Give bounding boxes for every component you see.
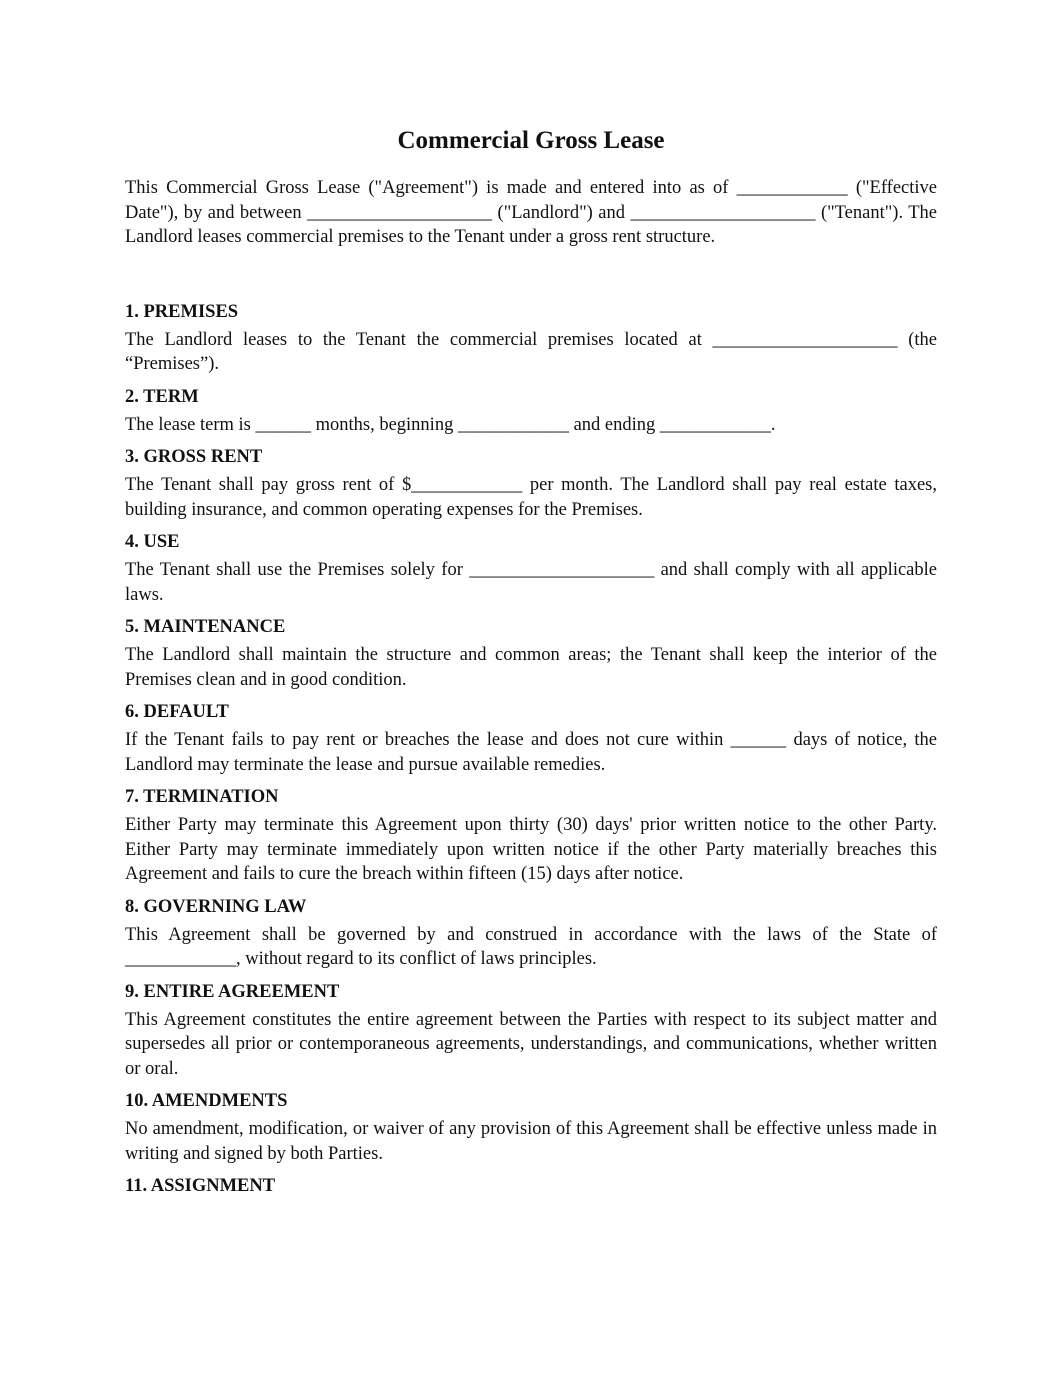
- section-maintenance: [125, 615, 937, 692]
- section-body: The lease term is ______ months, beginning ____________ and ending ____________.: [125, 414, 776, 435]
- section-heading: 4. USE: [125, 532, 180, 552]
- section-assignment: [125, 1174, 937, 1199]
- section-heading: 11. ASSIGNMENT: [125, 1176, 276, 1196]
- section-heading: 10. AMENDMENTS: [125, 1091, 288, 1111]
- section-body: The Tenant shall use the Premises solely for ____________________ and shall comply with all applicable laws.: [125, 560, 937, 605]
- section-heading: 3. GROSS RENT: [125, 447, 263, 467]
- section-use: [125, 530, 937, 607]
- section-termination: [125, 785, 937, 887]
- intro-paragraph: This Commercial Gross Lease ("Agreement") is made and entered into as of ____________ ("Effective Date"), by and between ____________________ ("Landlord") and ____________________ ("Tenant"). The Landlord leases commercial premises to the Tenant under a gross rent structure.: [125, 178, 937, 247]
- section-heading: 1. PREMISES: [125, 301, 239, 322]
- section-body: The Landlord leases to the Tenant the commercial premises located at ____________________ (the “Premises”).: [125, 329, 937, 374]
- section-entire-agreement: [125, 980, 937, 1082]
- section-default: [125, 700, 937, 777]
- section-premises: [125, 300, 937, 377]
- section-heading: 8. GOVERNING LAW: [125, 896, 307, 917]
- section-body: If the Tenant fails to pay rent or breaches the lease and does not cure within ______ days of notice, the Landlord may terminate the lease and pursue available remedies.: [125, 730, 937, 775]
- section-governing-law: [125, 895, 937, 972]
- section-body: Either Party may terminate this Agreement upon thirty (30) days' prior written notice to the other Party. Either Party may terminate immediately upon written notice if the other Party materially breaches this Agreement and fails to cure the breach within fifteen (15) days after notice.: [125, 815, 937, 884]
- section-body: No amendment, modification, or waiver of any provision of this Agreement shall be effective unless made in writing and signed by both Parties.: [125, 1119, 937, 1164]
- section-body: The Landlord shall maintain the structure and common areas; the Tenant shall keep the interior of the Premises clean and in good condition.: [125, 645, 937, 690]
- section-heading: 5. MAINTENANCE: [125, 617, 286, 637]
- section-heading: 7. TERMINATION: [125, 787, 279, 807]
- section-term: [125, 385, 937, 438]
- section-heading: 9. ENTIRE AGREEMENT: [125, 981, 340, 1002]
- section-amendments: [125, 1089, 937, 1166]
- section-body: The Tenant shall pay gross rent of $____________ per month. The Landlord shall pay real estate taxes, building insurance, and common operating expenses for the Premises.: [125, 475, 937, 520]
- document-title: Commercial Gross Lease: [397, 127, 665, 154]
- section-body: This Agreement shall be governed by and construed in accordance with the laws of the State of ____________, without regard to its conflict of laws principles.: [125, 924, 937, 969]
- document-content: [125, 122, 937, 1207]
- section-gross-rent: [125, 445, 937, 522]
- section-heading: 2. TERM: [125, 386, 199, 407]
- section-body: This Agreement constitutes the entire agreement between the Parties with respect to its subject matter and supersedes all prior or contemporaneous agreements, understandings, and communications, whether written or oral.: [125, 1009, 937, 1079]
- section-heading: 6. DEFAULT: [125, 702, 229, 722]
